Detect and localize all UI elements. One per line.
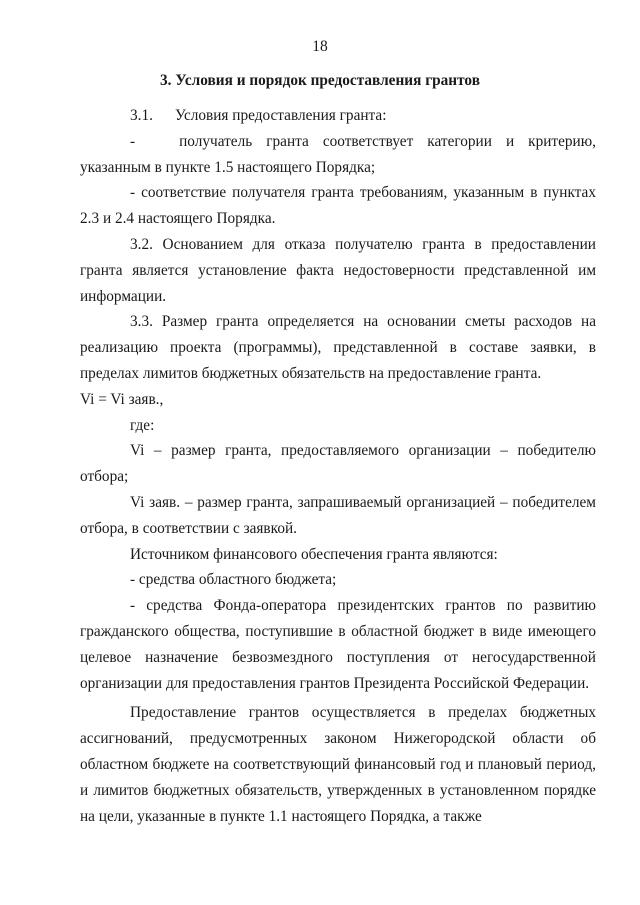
bullet-1-word: категории bbox=[427, 132, 492, 150]
paragraph-3-1-text: Условия предоставления гранта: bbox=[174, 107, 387, 124]
source-fund-operator: - средства Фонда-оператора президентских грантов по развитию гражданского общества, поступившие в областной бюджет в виде имеющего целевое назначение безвозмездного поступления от негосударственной организации для предоставления грантов Президента Российской Федерации. bbox=[80, 597, 596, 692]
bullet-1-line bbox=[80, 129, 596, 155]
where-label: где: bbox=[130, 416, 155, 434]
bullet-1-word: и bbox=[505, 132, 515, 150]
bullet-2: - соответствие получателя гранта требованиям, указанным в пунктах 2.3 и 2.4 настоящего Порядка. bbox=[80, 184, 596, 228]
bullet-1-continuation: указанным в пункте 1.5 настоящего Порядка; bbox=[80, 158, 376, 176]
formula: Vi = Vi заяв., bbox=[80, 390, 164, 408]
source-regional-budget: - средства областного бюджета; bbox=[130, 571, 337, 589]
definition-vi-zayav: Vi заяв. – размер гранта, запрашиваемый организацией – победителем отбора, в соответствии с заявкой. bbox=[80, 493, 596, 537]
bullet-1-dash: - bbox=[130, 132, 136, 150]
bullet-1-word: критерию, bbox=[528, 132, 596, 150]
section-heading: 3. Условия и порядок предоставления грантов bbox=[160, 72, 480, 89]
sources-intro: Источником финансового обеспечения гранта являются: bbox=[130, 545, 498, 563]
bullet-1-word: соответствует bbox=[322, 132, 414, 150]
paragraph-3-3: 3.3. Размер гранта определяется на основании сметы расходов на реализацию проекта (программы), представленной в составе заявки, в пределах лимитов бюджетных обязательств на предоставление гранта. bbox=[80, 313, 596, 382]
paragraph-3-2: 3.2. Основанием для отказа получателю гранта в предоставлении гранта является установление факта недостоверности представленной им информации. bbox=[80, 235, 596, 305]
bullet-1-word: получатель bbox=[179, 132, 253, 150]
bullet-1-word: гранта bbox=[266, 132, 309, 150]
page-number: 18 bbox=[312, 38, 328, 55]
final-paragraph: Предоставление грантов осуществляется в пределах бюджетных ассигнований, предусмотренных законом Нижегородской области об областном бюджете на соответствующий финансовый год и плановый период, и лимитов бюджетных обязательств, утвержденных в установленном порядке на цели, указанные в пункте 1.1 настоящего Порядка, а также bbox=[80, 704, 596, 825]
document-body bbox=[80, 103, 596, 829]
paragraph-3-1 bbox=[80, 103, 596, 129]
paragraph-3-1-number: 3.1. bbox=[130, 107, 153, 124]
definition-vi: Vi – размер гранта, предоставляемого организации – победителю отбора; bbox=[80, 442, 596, 486]
